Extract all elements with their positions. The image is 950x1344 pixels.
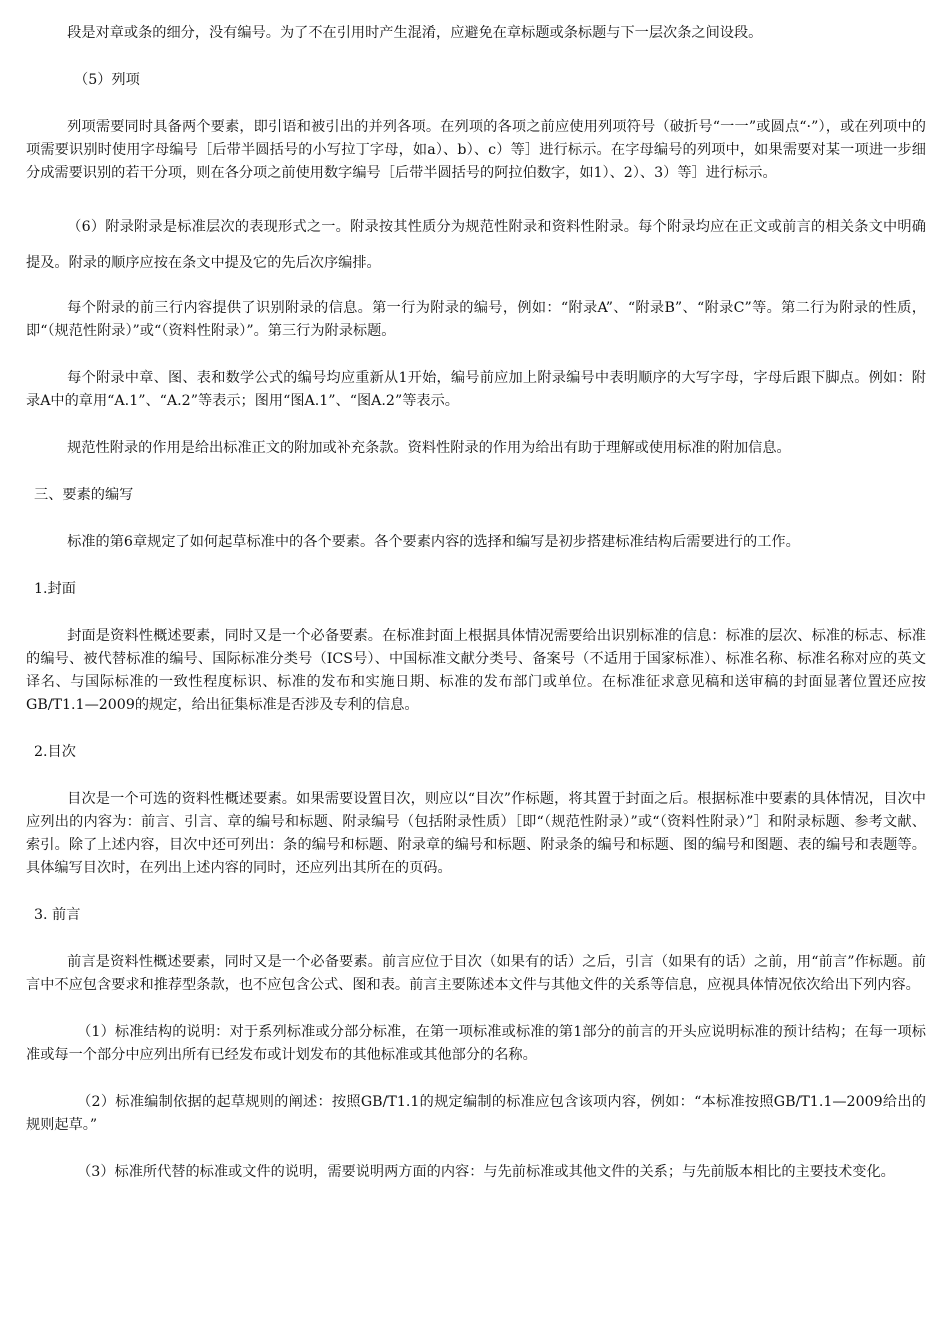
- body-paragraph: （6）附录附录是标准层次的表现形式之一。附录按其性质分为规范性附录和资料性附录。每个附录均应在正文或前言的相关条文中明确提及。附录的顺序应按在条文中提及它的先后次序编排。: [26, 219, 926, 271]
- list-item: （3）标准所代替的标准或文件的说明，需要说明两方面的内容：与先前标准或其他文件的关系；与先前版本相比的主要技术变化。: [77, 1164, 895, 1180]
- section-heading: 2.目次: [34, 744, 76, 760]
- body-paragraph: 段是对章或条的细分，没有编号。为了不在引用时产生混淆，应避免在章标题或条标题与下一层次条之间设段。: [67, 25, 763, 41]
- body-paragraph: 标准的第6章规定了如何起草标准中的各个要素。各个要素内容的选择和编写是初步搭建标准结构后需要进行的工作。: [67, 534, 800, 550]
- list-item: （1）标准结构的说明：对于系列标准或分部分标准，在第一项标准或标准的第1部分的前言的开头应说明标准的预计结构；在每一项标准或每一个部分中应列出所有已经发布或计划发布的其他标准或其他部分的名称。: [26, 1024, 926, 1063]
- section-heading: 三、要素的编写: [34, 487, 134, 503]
- body-paragraph: 规范性附录的作用是给出标准正文的附加或补充条款。资料性附录的作用为给出有助于理解或使用标准的附加信息。: [67, 440, 791, 456]
- list-item-heading: （5）列项: [74, 72, 140, 88]
- body-paragraph: 目次是一个可选的资料性概述要素。如果需要设置目次，则应以“目次”作标题，将其置于封面之后。根据标准中要素的具体情况，目次中应列出的内容为：前言、引言、章的编号和标题、附录编号（包括附录性质）［即“（规范性附录）”或“（资料性附录）”］和附录标题、参考文献、索引。除了上述内容，目次中还可列出：条的编号和标题、附录章的编号和标题、附录条的编号和标题、图的编号和图题、表的编号和表题等。具体编写目次时，在列出上述内容的同时，还应列出其所在的页码。: [26, 791, 926, 876]
- section-heading: 1.封面: [34, 581, 76, 597]
- body-paragraph: 每个附录中章、图、表和数学公式的编号均应重新从1开始，编号前应加上附录编号中表明顺序的大写字母，字母后跟下脚点。例如：附录A中的章用“A.1”、“A.2”等表示；图用“图A.1”、“图A.2”等表示。: [26, 370, 926, 409]
- list-item: （2）标准编制依据的起草规则的阐述：按照GB/T1.1的规定编制的标准应包含该项内容，例如：“本标准按照GB/T1.1—2009给出的规则起草。”: [26, 1094, 926, 1133]
- body-paragraph: 每个附录的前三行内容提供了识别附录的信息。第一行为附录的编号，例如：“附录A”、“附录B”、“附录C”等。第二行为附录的性质，即“（规范性附录）”或“（资料性附录）”。第三行为附录标题。: [26, 300, 926, 339]
- body-paragraph: 封面是资料性概述要素，同时又是一个必备要素。在标准封面上根据具体情况需要给出识别标准的信息：标准的层次、标准的标志、标准的编号、被代替标准的编号、国际标准分类号（ICS号）、中国标准文献分类号、备案号（不适用于国家标准）、标准名称、标准名称对应的英文译名、与国际标准的一致性程度标识、标准的发布和实施日期、标准的发布部门或单位。在标准征求意见稿和送审稿的封面显著位置还应按GB/T1.1—2009的规定，给出征集标准是否涉及专利的信息。: [26, 628, 926, 713]
- body-paragraph: 列项需要同时具备两个要素，即引语和被引出的并列各项。在列项的各项之前应使用列项符号（破折号“一一”或圆点“·”），或在列项中的项需要识别时使用字母编号［后带半圆括号的小写拉丁字母，如a）、b）、c）等］进行标示。在字母编号的列项中，如果需要对某一项进一步细分成需要识别的若干分项，则在各分项之前使用数字编号［后带半圆括号的阿拉伯数字，如1）、2）、3）等］进行标示。: [26, 119, 926, 181]
- section-heading: 3. 前言: [34, 907, 81, 923]
- body-paragraph: 前言是资料性概述要素，同时又是一个必备要素。前言应位于目次（如果有的话）之后，引言（如果有的话）之前，用“前言”作标题。前言中不应包含要求和推荐型条款，也不应包含公式、图和表。前言主要陈述本文件与其他文件的关系等信息，应视具体情况依次给出下列内容。: [26, 954, 926, 993]
